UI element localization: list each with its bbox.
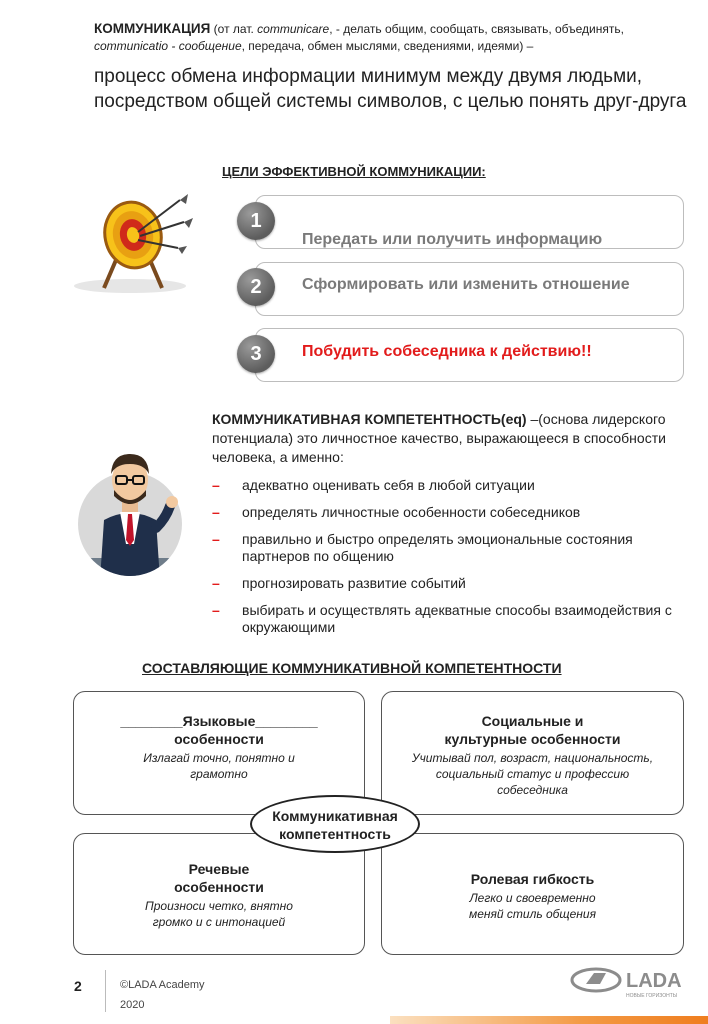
goals-title: ЦЕЛИ ЭФФЕКТИВНОЙ КОММУНИКАЦИИ: (222, 164, 486, 179)
component-desc: Учитывай пол, возраст, национальность, социальный статус и профессию собеседника (411, 751, 654, 797)
definition-main: процесс обмена информации минимум между двумя людьми, посредством общей системы символов, с целью понять друг-друга (94, 66, 687, 112)
components-title: СОСТАВЛЯЮЩИЕ КОММУНИКАТИВНОЙ КОМПЕТЕНТНОСТИ (142, 660, 562, 676)
component-box-role (381, 833, 684, 955)
list-item: – прогнозировать развитие событий (212, 575, 466, 591)
list-item: – правильно и быстро определять эмоциональные состояния партнеров по общению (212, 531, 633, 564)
businessman-illustration (78, 440, 188, 580)
component-subtitle: особенности (174, 731, 264, 747)
bottom-accent-bar (390, 1016, 708, 1024)
competence-list (212, 477, 682, 646)
goal-number-2: 2 (237, 268, 275, 306)
component-desc: Легко и своевременно меняй стиль общения (468, 891, 596, 921)
goal-text-3: Побудить собеседника к действию!! (302, 343, 592, 360)
footer-copyright: ©LADA Academy 2020 (120, 979, 205, 1011)
competence-definition: КОММУНИКАТИВНАЯ КОМПЕТЕНТНОСТЬ(eq) –(основа лидерского потенциала) это личностное качество, выражающееся в способности человека, а именно: (212, 411, 666, 465)
component-title: Ролевая гибкость (470, 871, 595, 887)
goal-text-2: Сформировать или изменить отношение (302, 276, 630, 293)
goal-number-1: 1 (237, 202, 275, 240)
lada-logo (570, 966, 688, 1000)
list-item: – определять личностные особенности собеседников (212, 504, 581, 520)
list-item: – адекватно оценивать себя в любой ситуации (212, 477, 535, 493)
component-box-social (381, 691, 684, 815)
competence-term: КОММУНИКАТИВНАЯ КОМПЕТЕНТНОСТЬ(eq) (212, 411, 527, 427)
page-number: 2 (74, 978, 82, 994)
component-desc: Излагай точно, понятно и грамотно (143, 751, 295, 781)
svg-text:LADA: LADA (626, 970, 682, 992)
component-title: Социальные и культурные особенности (444, 713, 621, 747)
definition-term: КОММУНИКАЦИЯ (94, 21, 211, 36)
center-oval: Коммуникативная компетентность (250, 795, 420, 853)
footer-divider (105, 970, 106, 1012)
component-title: ________Языковые________ (120, 713, 318, 729)
target-arrows-icon (68, 190, 198, 300)
component-desc: Произноси четко, внятно громко и с интонацией (145, 899, 293, 929)
goal-number-3: 3 (237, 335, 275, 373)
list-item: – выбирать и осуществлять адекватные способы взаимодействия с окружающими (212, 602, 672, 635)
component-title: Речевые особенности (174, 861, 264, 895)
svg-text:НОВЫЕ ГОРИЗОНТЫ: НОВЫЕ ГОРИЗОНТЫ (626, 993, 678, 999)
goal-text-1: Передать или получить информацию (302, 231, 603, 248)
definition-header: КОММУНИКАЦИЯ (от лат. communicare, - делать общим, сообщать, связывать, объединять, communicatio - сообщение, передача, обмен мыслями, сведениями, идеями) – (94, 21, 624, 53)
